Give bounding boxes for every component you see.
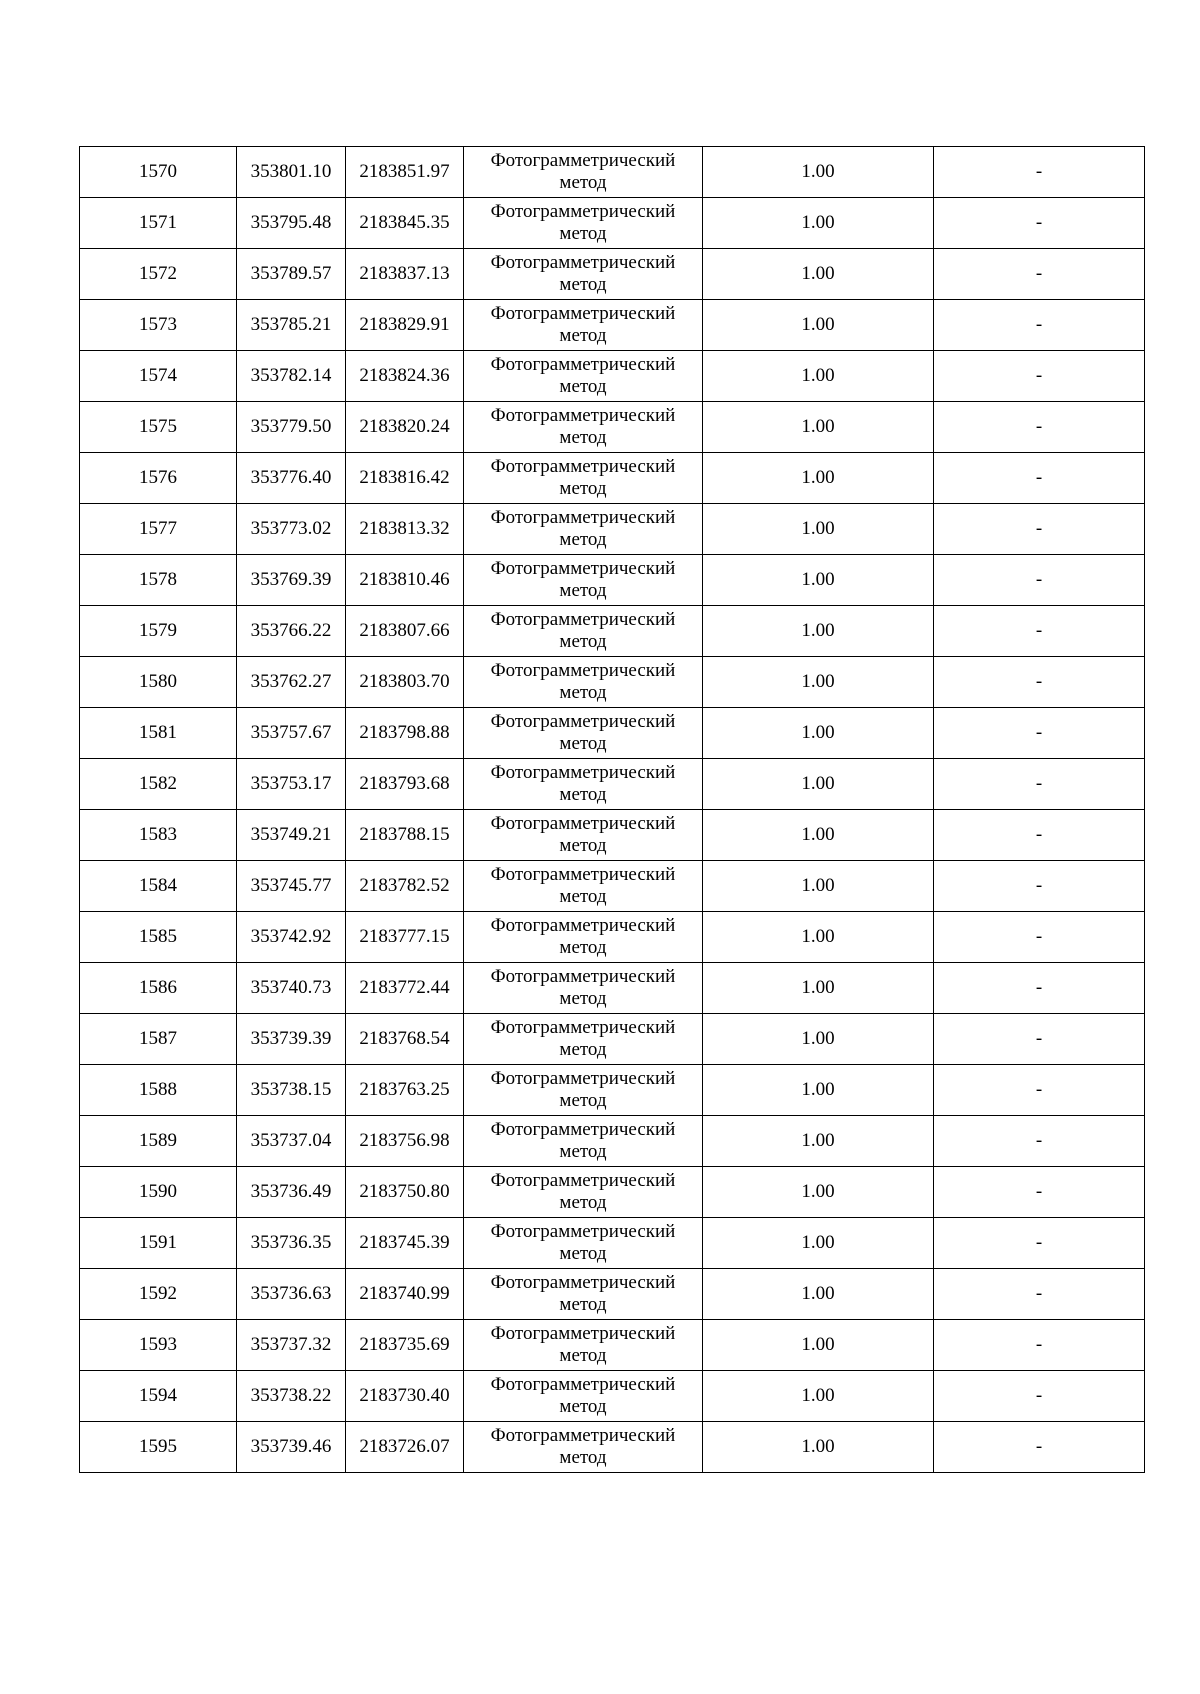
method-line-1: Фотограмметрический	[490, 864, 676, 885]
method-line-1: Фотограмметрический	[490, 1425, 676, 1446]
y-coordinate-cell: 2183745.39	[346, 1218, 464, 1269]
method-line-1: Фотограмметрический	[490, 354, 676, 375]
note-cell: -	[934, 1320, 1145, 1371]
method-cell	[464, 1065, 703, 1116]
table-row	[80, 249, 1145, 300]
precision-cell: 1.00	[703, 1320, 934, 1371]
x-coordinate-cell: 353801.10	[237, 147, 346, 198]
table-row	[80, 708, 1145, 759]
y-coordinate-cell: 2183824.36	[346, 351, 464, 402]
y-coordinate-cell: 2183763.25	[346, 1065, 464, 1116]
method-line-2: метод	[559, 631, 607, 652]
table-row	[80, 555, 1145, 606]
y-coordinate-cell: 2183813.32	[346, 504, 464, 555]
table-row	[80, 147, 1145, 198]
note-cell: -	[934, 606, 1145, 657]
point-number-cell: 1583	[80, 810, 237, 861]
x-coordinate-cell: 353782.14	[237, 351, 346, 402]
method-cell	[464, 1014, 703, 1065]
method-line-1: Фотограмметрический	[490, 1017, 676, 1038]
method-cell	[464, 606, 703, 657]
note-cell: -	[934, 810, 1145, 861]
point-number-cell: 1582	[80, 759, 237, 810]
method-cell	[464, 147, 703, 198]
x-coordinate-cell: 353736.63	[237, 1269, 346, 1320]
table-row	[80, 1014, 1145, 1065]
y-coordinate-cell: 2183829.91	[346, 300, 464, 351]
method-line-1: Фотограмметрический	[490, 1323, 676, 1344]
x-coordinate-cell: 353766.22	[237, 606, 346, 657]
method-cell	[464, 504, 703, 555]
method-cell	[464, 1320, 703, 1371]
method-cell	[464, 861, 703, 912]
method-line-1: Фотограмметрический	[490, 1374, 676, 1395]
x-coordinate-cell: 353738.15	[237, 1065, 346, 1116]
point-number-cell: 1570	[80, 147, 237, 198]
y-coordinate-cell: 2183777.15	[346, 912, 464, 963]
method-line-2: метод	[559, 1447, 607, 1468]
method-cell	[464, 555, 703, 606]
precision-cell: 1.00	[703, 657, 934, 708]
method-cell	[464, 1116, 703, 1167]
method-line-1: Фотограмметрический	[490, 507, 676, 528]
note-cell: -	[934, 351, 1145, 402]
point-number-cell: 1578	[80, 555, 237, 606]
note-cell: -	[934, 1371, 1145, 1422]
x-coordinate-cell: 353745.77	[237, 861, 346, 912]
method-line-1: Фотограмметрический	[490, 252, 676, 273]
method-line-2: метод	[559, 1141, 607, 1162]
method-cell	[464, 249, 703, 300]
point-number-cell: 1575	[80, 402, 237, 453]
y-coordinate-cell: 2183730.40	[346, 1371, 464, 1422]
precision-cell: 1.00	[703, 708, 934, 759]
method-line-2: метод	[559, 1090, 607, 1111]
method-line-1: Фотограмметрический	[490, 711, 676, 732]
method-cell	[464, 1422, 703, 1473]
precision-cell: 1.00	[703, 555, 934, 606]
note-cell: -	[934, 147, 1145, 198]
method-line-1: Фотограмметрический	[490, 1068, 676, 1089]
method-cell	[464, 453, 703, 504]
method-line-2: метод	[559, 274, 607, 295]
method-line-1: Фотограмметрический	[490, 1119, 676, 1140]
y-coordinate-cell: 2183798.88	[346, 708, 464, 759]
precision-cell: 1.00	[703, 810, 934, 861]
method-line-1: Фотограмметрический	[490, 405, 676, 426]
precision-cell: 1.00	[703, 912, 934, 963]
point-number-cell: 1587	[80, 1014, 237, 1065]
method-line-1: Фотограмметрический	[490, 1170, 676, 1191]
note-cell: -	[934, 1014, 1145, 1065]
method-cell	[464, 810, 703, 861]
point-number-cell: 1592	[80, 1269, 237, 1320]
point-number-cell: 1585	[80, 912, 237, 963]
table-row	[80, 300, 1145, 351]
method-cell	[464, 1218, 703, 1269]
precision-cell: 1.00	[703, 759, 934, 810]
note-cell: -	[934, 1422, 1145, 1473]
table-row	[80, 504, 1145, 555]
x-coordinate-cell: 353749.21	[237, 810, 346, 861]
method-line-2: метод	[559, 733, 607, 754]
point-number-cell: 1579	[80, 606, 237, 657]
x-coordinate-cell: 353762.27	[237, 657, 346, 708]
method-line-2: метод	[559, 1345, 607, 1366]
note-cell: -	[934, 708, 1145, 759]
precision-cell: 1.00	[703, 861, 934, 912]
precision-cell: 1.00	[703, 1371, 934, 1422]
method-cell	[464, 402, 703, 453]
table-row	[80, 1218, 1145, 1269]
method-line-2: метод	[559, 376, 607, 397]
coordinates-table	[79, 146, 1145, 1473]
y-coordinate-cell: 2183816.42	[346, 453, 464, 504]
point-number-cell: 1574	[80, 351, 237, 402]
point-number-cell: 1580	[80, 657, 237, 708]
method-cell	[464, 1371, 703, 1422]
precision-cell: 1.00	[703, 453, 934, 504]
note-cell: -	[934, 657, 1145, 708]
method-line-2: метод	[559, 1243, 607, 1264]
table-row	[80, 1371, 1145, 1422]
y-coordinate-cell: 2183735.69	[346, 1320, 464, 1371]
table-row	[80, 1422, 1145, 1473]
table-row	[80, 402, 1145, 453]
table-row	[80, 606, 1145, 657]
y-coordinate-cell: 2183820.24	[346, 402, 464, 453]
note-cell: -	[934, 1116, 1145, 1167]
x-coordinate-cell: 353737.04	[237, 1116, 346, 1167]
method-cell	[464, 759, 703, 810]
point-number-cell: 1593	[80, 1320, 237, 1371]
y-coordinate-cell: 2183740.99	[346, 1269, 464, 1320]
method-line-2: метод	[559, 1039, 607, 1060]
note-cell: -	[934, 555, 1145, 606]
method-line-1: Фотограмметрический	[490, 1221, 676, 1242]
table-row	[80, 351, 1145, 402]
point-number-cell: 1571	[80, 198, 237, 249]
point-number-cell: 1573	[80, 300, 237, 351]
point-number-cell: 1584	[80, 861, 237, 912]
x-coordinate-cell: 353740.73	[237, 963, 346, 1014]
point-number-cell: 1572	[80, 249, 237, 300]
note-cell: -	[934, 453, 1145, 504]
method-line-1: Фотограмметрический	[490, 660, 676, 681]
method-cell	[464, 351, 703, 402]
method-line-1: Фотограмметрический	[490, 966, 676, 987]
point-number-cell: 1594	[80, 1371, 237, 1422]
note-cell: -	[934, 861, 1145, 912]
point-number-cell: 1588	[80, 1065, 237, 1116]
point-number-cell: 1590	[80, 1167, 237, 1218]
table-row	[80, 1065, 1145, 1116]
x-coordinate-cell: 353738.22	[237, 1371, 346, 1422]
table-row	[80, 198, 1145, 249]
method-line-1: Фотограмметрический	[490, 915, 676, 936]
note-cell: -	[934, 504, 1145, 555]
method-line-2: метод	[559, 784, 607, 805]
method-line-2: метод	[559, 223, 607, 244]
table-row	[80, 1269, 1145, 1320]
precision-cell: 1.00	[703, 1065, 934, 1116]
x-coordinate-cell: 353769.39	[237, 555, 346, 606]
method-line-2: метод	[559, 172, 607, 193]
x-coordinate-cell: 353736.35	[237, 1218, 346, 1269]
y-coordinate-cell: 2183810.46	[346, 555, 464, 606]
x-coordinate-cell: 353739.39	[237, 1014, 346, 1065]
x-coordinate-cell: 353795.48	[237, 198, 346, 249]
method-cell	[464, 1167, 703, 1218]
point-number-cell: 1591	[80, 1218, 237, 1269]
table-row	[80, 810, 1145, 861]
method-cell	[464, 963, 703, 1014]
x-coordinate-cell: 353773.02	[237, 504, 346, 555]
method-line-1: Фотограмметрический	[490, 558, 676, 579]
point-number-cell: 1581	[80, 708, 237, 759]
precision-cell: 1.00	[703, 147, 934, 198]
method-line-1: Фотограмметрический	[490, 762, 676, 783]
method-line-2: метод	[559, 325, 607, 346]
point-number-cell: 1576	[80, 453, 237, 504]
point-number-cell: 1589	[80, 1116, 237, 1167]
y-coordinate-cell: 2183788.15	[346, 810, 464, 861]
method-line-1: Фотограмметрический	[490, 303, 676, 324]
method-line-1: Фотограмметрический	[490, 609, 676, 630]
method-cell	[464, 300, 703, 351]
note-cell: -	[934, 759, 1145, 810]
table-row	[80, 1320, 1145, 1371]
x-coordinate-cell: 353785.21	[237, 300, 346, 351]
method-line-2: метод	[559, 682, 607, 703]
method-line-2: метод	[559, 1396, 607, 1417]
note-cell: -	[934, 1167, 1145, 1218]
table-row	[80, 759, 1145, 810]
precision-cell: 1.00	[703, 402, 934, 453]
table-row	[80, 1167, 1145, 1218]
note-cell: -	[934, 963, 1145, 1014]
precision-cell: 1.00	[703, 1167, 934, 1218]
x-coordinate-cell: 353753.17	[237, 759, 346, 810]
precision-cell: 1.00	[703, 963, 934, 1014]
note-cell: -	[934, 1065, 1145, 1116]
x-coordinate-cell: 353789.57	[237, 249, 346, 300]
method-line-1: Фотограмметрический	[490, 456, 676, 477]
method-line-2: метод	[559, 835, 607, 856]
precision-cell: 1.00	[703, 1116, 934, 1167]
point-number-cell: 1586	[80, 963, 237, 1014]
precision-cell: 1.00	[703, 198, 934, 249]
method-cell	[464, 198, 703, 249]
method-line-1: Фотограмметрический	[490, 150, 676, 171]
precision-cell: 1.00	[703, 1014, 934, 1065]
method-line-1: Фотограмметрический	[490, 201, 676, 222]
point-number-cell: 1595	[80, 1422, 237, 1473]
x-coordinate-cell: 353779.50	[237, 402, 346, 453]
y-coordinate-cell: 2183782.52	[346, 861, 464, 912]
table-row	[80, 963, 1145, 1014]
y-coordinate-cell: 2183807.66	[346, 606, 464, 657]
method-line-1: Фотограмметрический	[490, 1272, 676, 1293]
precision-cell: 1.00	[703, 1218, 934, 1269]
y-coordinate-cell: 2183845.35	[346, 198, 464, 249]
precision-cell: 1.00	[703, 1422, 934, 1473]
x-coordinate-cell: 353742.92	[237, 912, 346, 963]
y-coordinate-cell: 2183768.54	[346, 1014, 464, 1065]
precision-cell: 1.00	[703, 606, 934, 657]
method-line-2: метод	[559, 1294, 607, 1315]
method-cell	[464, 708, 703, 759]
note-cell: -	[934, 249, 1145, 300]
x-coordinate-cell: 353739.46	[237, 1422, 346, 1473]
y-coordinate-cell: 2183803.70	[346, 657, 464, 708]
x-coordinate-cell: 353737.32	[237, 1320, 346, 1371]
method-line-2: метод	[559, 886, 607, 907]
x-coordinate-cell: 353736.49	[237, 1167, 346, 1218]
note-cell: -	[934, 198, 1145, 249]
method-line-2: метод	[559, 529, 607, 550]
method-line-2: метод	[559, 427, 607, 448]
table-row	[80, 657, 1145, 708]
precision-cell: 1.00	[703, 300, 934, 351]
y-coordinate-cell: 2183772.44	[346, 963, 464, 1014]
note-cell: -	[934, 402, 1145, 453]
y-coordinate-cell: 2183726.07	[346, 1422, 464, 1473]
y-coordinate-cell: 2183793.68	[346, 759, 464, 810]
method-line-2: метод	[559, 478, 607, 499]
method-line-1: Фотограмметрический	[490, 813, 676, 834]
precision-cell: 1.00	[703, 1269, 934, 1320]
note-cell: -	[934, 1218, 1145, 1269]
method-line-2: метод	[559, 580, 607, 601]
note-cell: -	[934, 300, 1145, 351]
y-coordinate-cell: 2183750.80	[346, 1167, 464, 1218]
method-line-2: метод	[559, 937, 607, 958]
y-coordinate-cell: 2183837.13	[346, 249, 464, 300]
precision-cell: 1.00	[703, 351, 934, 402]
precision-cell: 1.00	[703, 504, 934, 555]
precision-cell: 1.00	[703, 249, 934, 300]
x-coordinate-cell: 353776.40	[237, 453, 346, 504]
point-number-cell: 1577	[80, 504, 237, 555]
note-cell: -	[934, 1269, 1145, 1320]
table-row	[80, 453, 1145, 504]
method-cell	[464, 912, 703, 963]
note-cell: -	[934, 912, 1145, 963]
x-coordinate-cell: 353757.67	[237, 708, 346, 759]
method-line-2: метод	[559, 1192, 607, 1213]
method-line-2: метод	[559, 988, 607, 1009]
table-body	[80, 147, 1145, 1473]
table-row	[80, 861, 1145, 912]
y-coordinate-cell: 2183851.97	[346, 147, 464, 198]
table-row	[80, 912, 1145, 963]
method-cell	[464, 1269, 703, 1320]
method-cell	[464, 657, 703, 708]
table-row	[80, 1116, 1145, 1167]
y-coordinate-cell: 2183756.98	[346, 1116, 464, 1167]
